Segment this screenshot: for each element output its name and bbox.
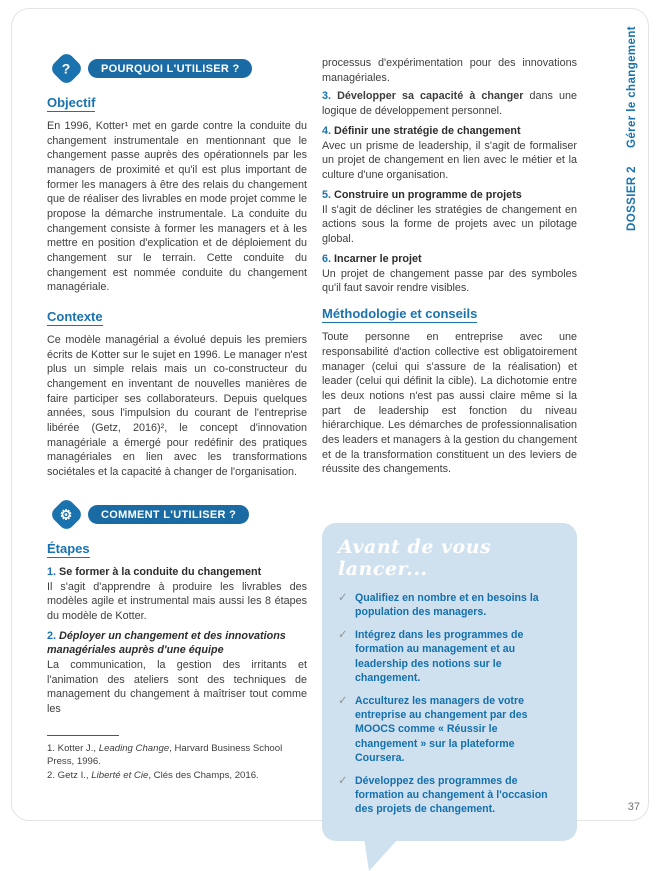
contexte-paragraph: Ce modèle managérial a évolué depuis les premiers écrits de Kotter sur le sujet en 1996. Le manager n'est plus un simple relais mais un co-constructeur du changement en inventant de nouvelles manières de faire participer ses collaborateurs. Depuis quelques années, sous l'impulsion du courant de l'entreprise libérée (Getz, 2016)², le concept d'innovation managériale a émergé pour redéfinir des pratiques managériales en lien avec les transformations sociétales et la capacité à changer de l'organisation. [47, 334, 307, 479]
callout-title: Avant de vous lancer... [338, 535, 492, 580]
step-2-number: 2. [47, 629, 57, 642]
continuation-paragraph: processus d'expérimentation pour des innovations managériales. [322, 57, 577, 84]
step-5-body: Il s'agit de décliner les stratégies de changement en actions sous la forme de projets avec un pilotage global. [322, 203, 577, 246]
checklist-item: ✓ Acculturez les managers de votre entreprise au changement par des MOOCS comme « Réussir le changement » sur la plateforme Coursera. [338, 695, 528, 764]
question-glyph: ? [62, 60, 71, 77]
dossier-title-label: Gérer le changement [626, 26, 638, 149]
step-5-number: 5. [322, 188, 332, 201]
heading-etapes: Étapes [47, 540, 90, 556]
heading-methodologie: Méthodologie et conseils [322, 306, 478, 322]
step-2-title: 2. Déployer un changement et des innovations managériales auprès d'une équipe [47, 629, 286, 656]
checklist-item: ✓ Qualifiez en nombre et en besoins la population des managers. [338, 591, 539, 619]
methodologie-paragraph: Toute personne en entreprise avec une responsabilité d'action collective est obligatoirement manager (celui qui s'assure de la réalisation) et leader (celui qui définit la cible). La dichotomie entre les deux notions n'est pas aussi claire même si la part de leadership est fonction du niveau hiérarchique. Les démarches de professionnalisation des leaders et managers à la gestion du changement et de la transformation constituent un des leviers de réussite des changements. [322, 331, 577, 476]
step-1-body: Il s'agit d'apprendre à produire les livrables des modèles agile et instrumental mais aussi les 8 étapes du modèle de Kotter. [47, 580, 307, 623]
dossier-number-label: DOSSIER 2 [626, 166, 638, 231]
footnote-rule [47, 735, 119, 736]
badge-pourquoi-label: POURQUOI L'UTILISER ? [88, 59, 252, 78]
step-4-body: Avec un prisme de leadership, il s'agit de formaliser un projet de changement en lien avec le métier et la culture d'une organisation. [322, 139, 577, 182]
check-icon: ✓ [338, 774, 348, 787]
badge-comment-label: COMMENT L'UTILISER ? [88, 505, 249, 524]
checklist-item: ✓ Intégrez dans les programmes de formation au management et au leadership des notions sur le changement. [338, 629, 524, 684]
heading-objectif: Objectif [47, 95, 96, 110]
left-column [47, 56, 307, 783]
step-3-paragraph: 3. Développer sa capacité à changer dans une logique de développement personnel. [322, 90, 577, 118]
callout-avant-de-vous-lancer [322, 523, 577, 841]
check-icon: ✓ [338, 629, 348, 642]
step-2-body: La communication, la gestion des irritants et l'animation des ateliers sont des techniques de management du changement à maîtriser tout comme les [47, 658, 307, 715]
checklist-item: ✓ Développez des programmes de formation au changement à l'occasion des projets de changement. [338, 774, 548, 816]
step-1-number: 1. [47, 565, 57, 578]
step-5-title: 5. Construire un programme de projets [322, 188, 522, 201]
check-icon: ✓ [338, 695, 348, 707]
footnote-2: 2. Getz I., Liberté et Cie, Clés des Champs, 2016. [47, 770, 259, 782]
badge-comment-lutiliser [47, 502, 307, 527]
page-content [47, 56, 577, 841]
step-1-title: 1. Se former à la conduite du changement [47, 565, 262, 578]
question-mark-icon [49, 51, 84, 86]
dossier-vertical-tab [626, 26, 638, 231]
badge-pourquoi-lutiliser [47, 56, 307, 81]
step-3-number: 3. [322, 90, 332, 103]
page-number: 37 [627, 801, 640, 813]
step-6-title: 6. Incarner le projet [322, 252, 422, 265]
footnote-1: 1. Kotter J., Leading Change, Harvard Business School Press, 1996. [47, 742, 283, 768]
speech-bubble-tail [364, 838, 399, 871]
footnotes [47, 735, 307, 784]
check-icon: ✓ [338, 591, 348, 604]
objectif-paragraph: En 1996, Kotter¹ met en garde contre la conduite du changement instrumentale en mentionnant que le changement passe auprès des opérationnels par les managers de proximité et qu'il est plus important de former les managers à être des relais du changement que de réaliser des livrables en mode projet comme le propose la démarche instrumentale. La conduite du changement consiste à former les managers et à les mettre en position d'explication et de déploiement du changement sur le terrain. Cette conduite du changement est nommée conduite du changement managériale. [47, 120, 307, 294]
step-4-title: 4. Définir une stratégie de changement [322, 124, 521, 137]
step-6-body: Un projet de changement passe par des symboles qu'il faut savoir rendre visibles. [322, 267, 577, 295]
right-column [322, 56, 577, 841]
step-4-number: 4. [322, 124, 332, 137]
step-6-number: 6. [322, 252, 332, 265]
gear-icon [49, 497, 84, 532]
gear-glyph: ⚙ [60, 506, 73, 523]
heading-contexte: Contexte [47, 309, 103, 325]
